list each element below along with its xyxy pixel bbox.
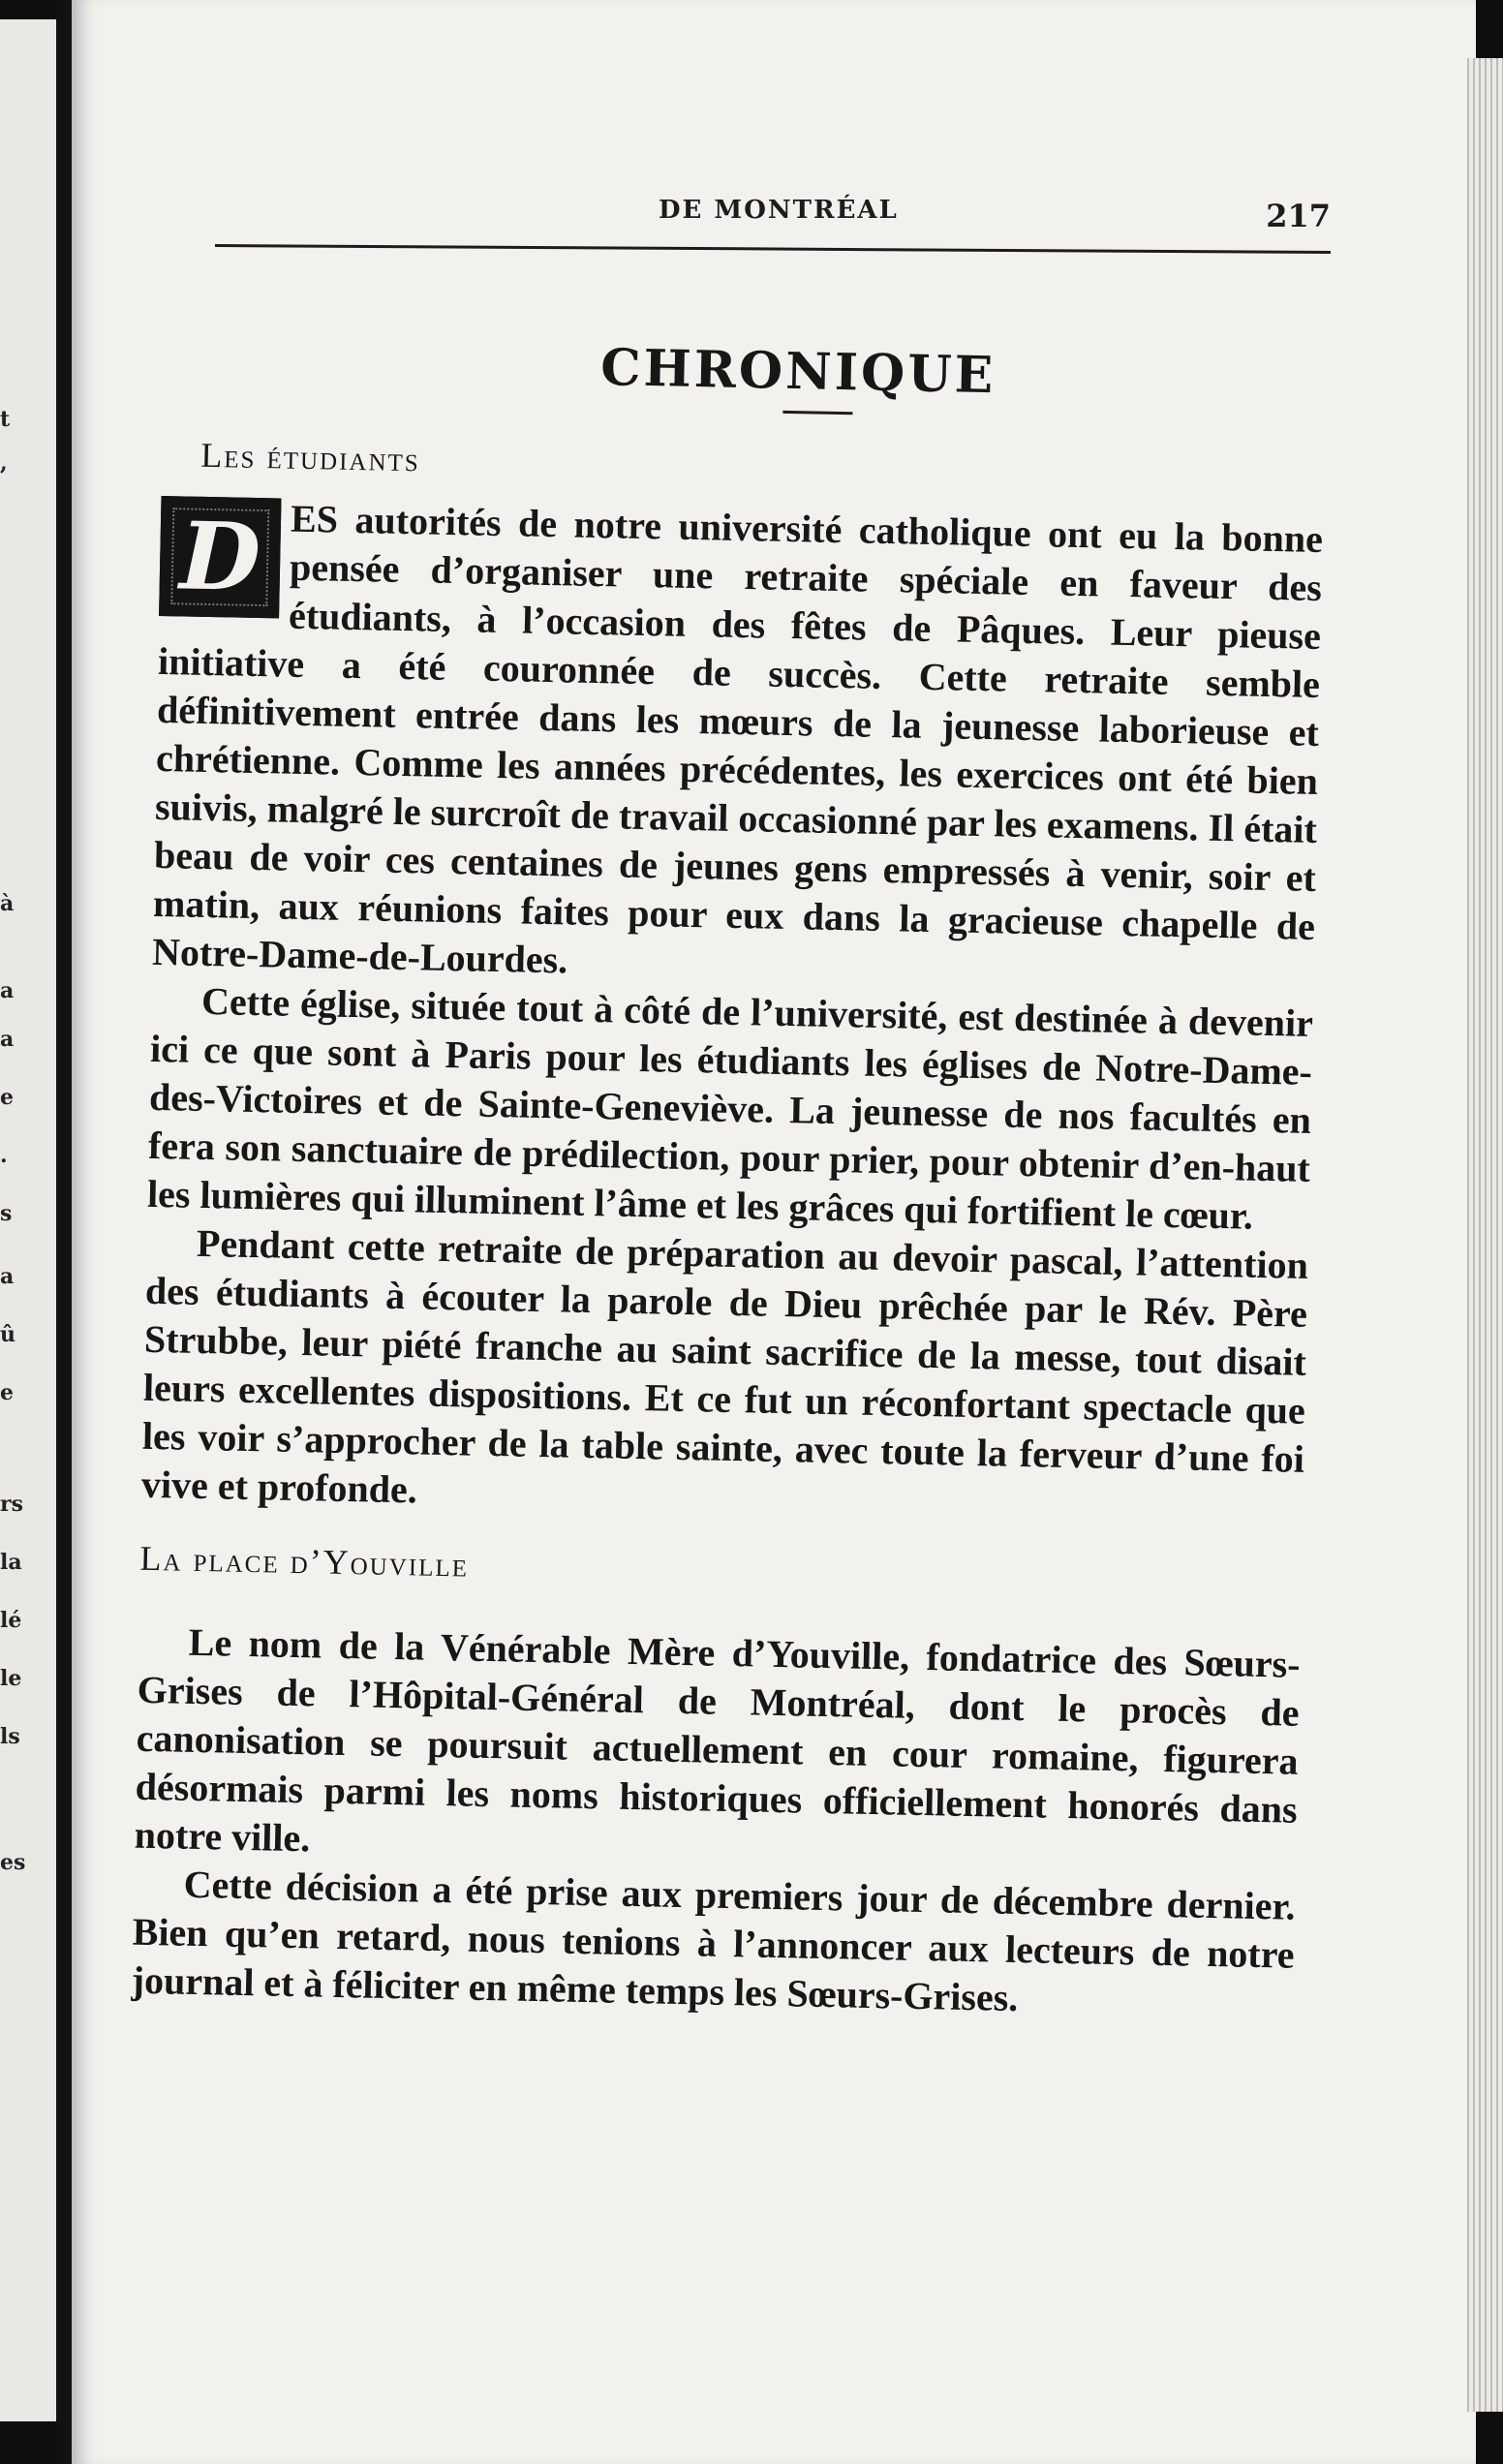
facing-page-fragment: le <box>0 1666 22 1691</box>
paragraph: ES autorités de notre université catholique ont eu la bonne pensée d’organiser une retraite spéciale en faveur des étudiants, à l’occasion des fêtes de Pâques. Leur pieuse initiative a été couronnée de succès. Cette retraite semble définitivement entrée dans les mœurs de la jeunesse laborieuse et chrétienne. Comme les années précédentes, les exercices ont été bien suivis, malgré le surcroît de travail occasionné par les examens. Il était beau de voir ces centaines de jeunes gens empressés à venir, soir et matin, aux réunions faites pour eux dans la gracieuse chapelle de Notre-Dame-de-Lourdes. <box>151 496 1324 982</box>
title-rule <box>782 411 852 415</box>
dropcap-letter: D <box>178 501 262 613</box>
article-title: CHRONIQUE <box>599 338 997 406</box>
facing-page-fragment: rs <box>0 1492 23 1517</box>
facing-page-fragment: a <box>0 978 15 1003</box>
facing-page-fragment: lé <box>0 1608 22 1633</box>
page-header <box>215 192 1331 242</box>
facing-page-fragment: s <box>0 1201 13 1226</box>
section-youville <box>131 1538 1302 2028</box>
book-gutter <box>56 0 72 2464</box>
facing-page-fragment: à <box>0 891 15 916</box>
facing-page-fragment: û <box>0 1322 15 1347</box>
facing-page-fragment: t <box>0 407 11 432</box>
page-number: 217 <box>1266 198 1331 234</box>
facing-page-fragment: , <box>0 450 8 476</box>
facing-page-fragment: es <box>0 1850 26 1875</box>
facing-page-fragment: e <box>0 1380 14 1405</box>
section-heading: Les étudiants <box>200 435 421 479</box>
article-body <box>131 329 1326 2028</box>
facing-page-fragment: ls <box>0 1724 20 1749</box>
running-head: DE MONTRÉAL <box>659 196 899 225</box>
facing-page-edge <box>0 19 56 2421</box>
facing-page-fragment: a <box>0 1264 15 1289</box>
dropcap-box <box>159 496 281 618</box>
facing-page-fragment: e <box>0 1085 14 1110</box>
facing-page-fragment: a <box>0 1027 15 1052</box>
facing-page-fragment: la <box>0 1550 22 1575</box>
facing-page-fragment: . <box>0 1143 8 1168</box>
section-heading: La place d’Youville <box>139 1538 470 1585</box>
page-stack-edge <box>1467 58 1503 2412</box>
ornamental-dropcap <box>159 496 281 618</box>
paragraph: Cette église, située tout à côté de l’université, est destinée à devenir ici ce que sont à Paris pour les étudiants les églises de Notre-Dame-des-Victoires et de Sainte-Geneviève. La jeunesse de nos facultés en fera son sanctuaire de prédilection, pour prier, pour obtenir d’en-haut les lumières qui illuminent l’âme et les grâces qui fortifient le cœur. <box>146 978 1314 1238</box>
paragraph: Le nom de la Vénérable Mère d’Youville, fondatrice des Sœurs-Grises de l’Hôpital-Général de Montréal, dont le procès de canonisation se poursuit actuellement en cour romaine, figurera désormais parmi les noms historiques officiellement honorés dans notre ville. <box>134 1619 1302 1861</box>
section-students <box>141 434 1325 1532</box>
paragraph: Pendant cette retraite de préparation au devoir pascal, l’attention des étudiants à écouter la parole de Dieu prêchée par le Rév. Père Strubbe, leur piété franche au saint sacrifice de la messe, tout disait leurs excellentes dispositions. Et ce fut un réconfortant spectacle que les voir s’approcher de la table sainte, avec toute la ferveur d’une foi vive et profonde. <box>140 1220 1309 1512</box>
paragraph: Cette décision a été prise aux premiers jour de décembre dernier. Bien qu’en retard, nous tenions à l’annoncer aux lecteurs de notre journal et à féliciter en même temps les Sœurs-Grises. <box>131 1862 1297 2020</box>
